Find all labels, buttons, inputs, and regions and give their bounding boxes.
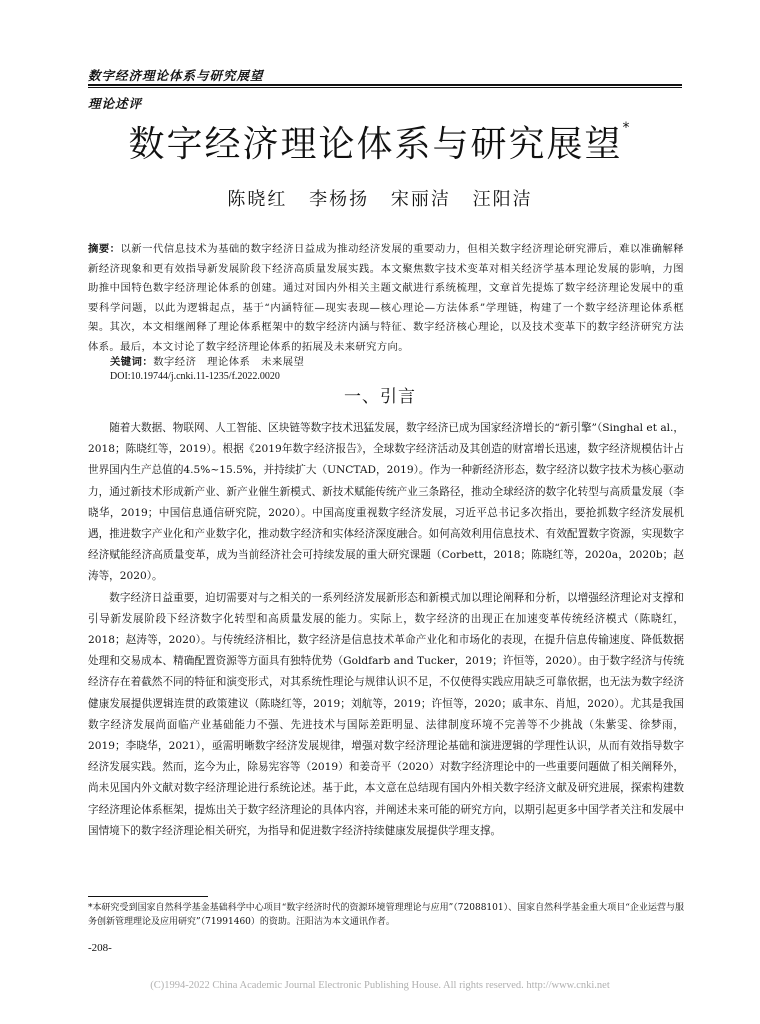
doi[interactable]: DOI:10.19744/j.cnki.11-1235/f.2022.0020: [110, 371, 280, 382]
column-name: 理论述评: [88, 96, 143, 111]
abstract: [88, 240, 684, 358]
header-rule-thin: [88, 87, 682, 88]
copyright-notice: (C)1994-2022 China Academic Journal Electronic Publishing House. All rights reserved. http://www.cnki.net: [150, 980, 610, 991]
abstract-label: 摘要：: [88, 243, 121, 255]
header-rule-thick: [88, 84, 682, 86]
keywords: [110, 353, 304, 368]
paragraph: 数字经济日益重要，迫切需要对与之相关的一系列经济发展新形态和新模式加以理论阐释和分析，以增强经济理论对支撑和引导新发展阶段下经济数字化转型和高质量发展的能力。实际上，数字经济的出现正在加速变革传统经济模式（陈晓红，2018；赵涛等，2020）。与传统经济相比，数字经济是信息技术革命产业化和市场化的表现，在提升信息传输速度、降低数据处理和交易成本、精确配置资源等方面具有独特优势（Goldfarb and Tucker，2019；许恒等，2020）。由于数字经济与传统经济存在着截然不同的特征和演变形式，对其系统性理论与规律认识不足，不仅使得实践应用缺乏可靠依据，也无法为数字经济健康发展提供逻辑连贯的政策建议（陈晓红等，2019；刘航等，2019；许恒等，2020；戚聿东、肖旭，2020）。尤其是我国数字经济发展尚面临产业基础能力不强、先进技术与国际差距明显、法律制度环境不完善等不少挑战（朱紫雯、徐梦雨，2019；李晓华，2021），亟需明晰数字经济发展规律，增强对数字经济理论基础和演进逻辑的学理性认识，从而有效指导数字经济发展实践。然而，迄今为止，除易宪容等（2019）和姜奇平（2020）对数字经济理论中的一些重要问题做了相关阐释外，尚未见国内外文献对数字经济理论进行系统论述。基于此，本文意在总结现有国内外相关数字经济文献及研究进展，探索构建数字经济理论体系框架，提炼出关于数字经济理论的具体内容，并阐述未来可能的研究方向，以期引起更多中国学者关注和发展中国情境下的数字经济理论相关研究，为指导和促进数字经济持续健康发展提供学理支撑。: [88, 591, 684, 837]
paragraph: 随着大数据、物联网、人工智能、区块链等数字技术迅猛发展，数字经济已成为国家经济增长的“新引擎”（Singhal et al.，2018；陈晓红等，2019）。根据《2019年数字经济报告》，全球数字经济活动及其创造的财富增长迅速，数字经济规模估计占世界国内生产总值的4.5%~15.5%，并持续扩大（UNCTAD，2019）。作为一种新经济形态，数字经济以数字技术为核心驱动力，通过新技术形成新产业、新产业催生新模式、新技术赋能传统产业三条路径，推动全球经济的数字化转型与高质量发展（李晓华，2019；中国信息通信研究院，2020）。中国高度重视数字经济发展，习近平总书记多次指出，要抢抓数字经济发展机遇，推进数字产业化和产业数字化，推动数字经济和实体经济深度融合。如何高效利用信息技术、有效配置数字资源，实现数字经济赋能经济高质量变革，成为当前经济社会可持续发展的重大研究课题（Corbett，2018；陈晓红等，2020a，2020b；赵涛等，2020）。: [88, 422, 684, 583]
abstract-text: 以新一代信息技术为基础的数字经济日益成为推动经济发展的重要动力，但相关数字经济理论研究滞后，难以准确解释新经济现象和更有效指导新发展阶段下经济高质量发展实践。本文聚焦数字技术变革对相关经济学基本理论发展的影响，力图助推中国特色数字经济理论体系的创建。通过对国内外相关主题文献进行系统梳理，文章首先提炼了数字经济理论发展中的重要科学问题，以此为逻辑起点，基于“内涵特征—现实表现—核心理论—方法体系”学理链，构建了一个数字经济理论体系框架。其次，本文相继阐释了理论体系框架中的数字经济内涵与特征、数字经济核心理论，以及技术变革下的数字经济研究方法体系。最后，本文讨论了数字经济理论体系的拓展及未来研究方向。: [88, 243, 684, 353]
title-footnote-mark[interactable]: *: [622, 120, 632, 136]
footnote-rule: [88, 896, 208, 897]
article-title: [0, 116, 760, 167]
author-list: 陈晓红 李杨扬 宋丽洁 汪阳洁: [227, 189, 533, 210]
keywords-label: 关键词：: [110, 356, 154, 368]
footnote: *本研究受到国家自然科学基金基础科学中心项目“数字经济时代的资源环境管理理论与应用”（72088101）、国家自然科学基金重大项目“企业运营与服务创新管理理论及应用研究”（71991460）的资助。汪阳洁为本文通讯作者。: [88, 903, 684, 927]
article-title-text: 数字经济理论体系与研究展望: [128, 124, 623, 165]
keywords-text: 数字经济 理论体系 未来展望: [153, 356, 305, 368]
running-head: 数字经济理论体系与研究展望: [88, 68, 264, 83]
body-text: [88, 418, 684, 842]
section-heading: 一、引言: [344, 387, 416, 407]
page-number: -208-: [88, 942, 112, 954]
